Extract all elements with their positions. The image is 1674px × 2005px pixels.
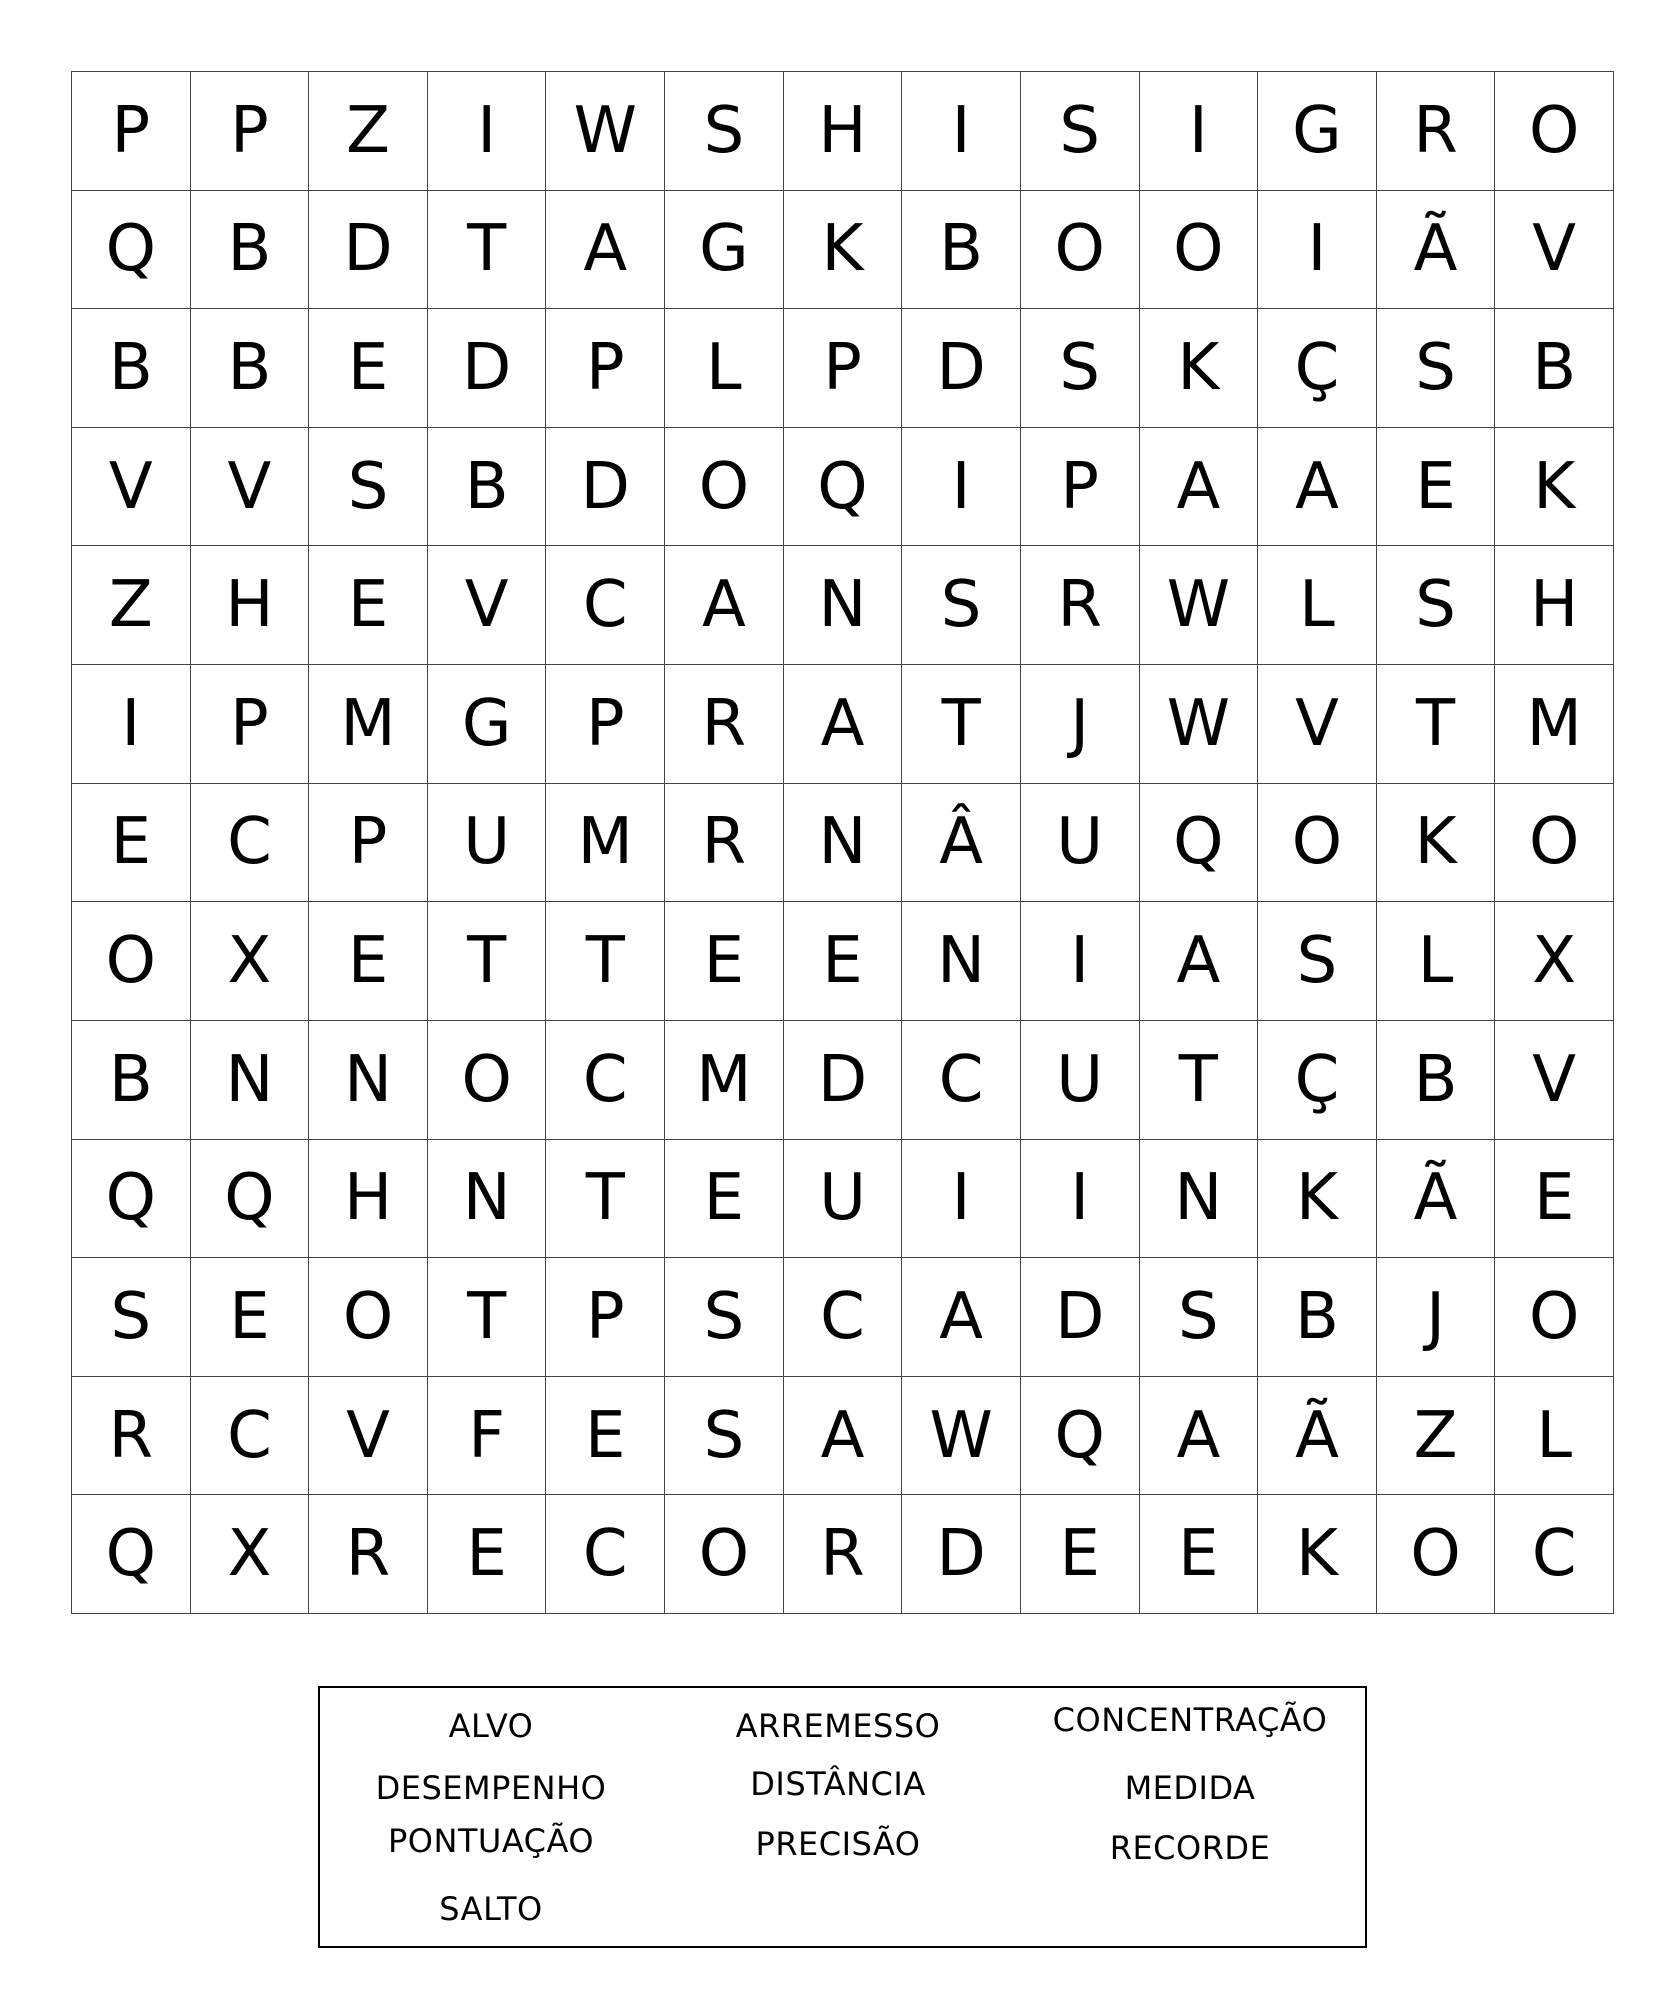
grid-cell-r2-c12: Ã	[1377, 191, 1496, 310]
grid-cell-r7-c5: M	[546, 784, 665, 903]
word-concentracao: CONCENTRAÇÃO	[1052, 1701, 1328, 1739]
grid-cell-r1-c5: W	[546, 72, 665, 191]
grid-cell-r11-c9: D	[1021, 1258, 1140, 1377]
grid-cell-r1-c8: I	[902, 72, 1021, 191]
grid-cell-r3-c4: D	[428, 309, 547, 428]
grid-cell-r4-c11: A	[1258, 428, 1377, 547]
grid-cell-r12-c13: L	[1495, 1377, 1614, 1496]
grid-cell-r11-c10: S	[1140, 1258, 1259, 1377]
word-recorde: RECORDE	[1109, 1829, 1271, 1867]
grid-cell-r10-c12: Ã	[1377, 1140, 1496, 1259]
grid-cell-r6-c5: P	[546, 665, 665, 784]
grid-cell-r3-c7: P	[784, 309, 903, 428]
grid-cell-r3-c11: Ç	[1258, 309, 1377, 428]
grid-cell-r3-c12: S	[1377, 309, 1496, 428]
grid-cell-r3-c10: K	[1140, 309, 1259, 428]
grid-cell-r2-c5: A	[546, 191, 665, 310]
grid-cell-r2-c13: V	[1495, 191, 1614, 310]
grid-cell-r9-c12: B	[1377, 1021, 1496, 1140]
grid-cell-r1-c13: O	[1495, 72, 1614, 191]
grid-cell-r1-c4: I	[428, 72, 547, 191]
grid-cell-r2-c2: B	[191, 191, 310, 310]
grid-cell-r7-c7: N	[784, 784, 903, 903]
grid-cell-r4-c3: S	[309, 428, 428, 547]
grid-cell-r8-c7: E	[784, 902, 903, 1021]
grid-cell-r1-c10: I	[1140, 72, 1259, 191]
grid-cell-r4-c5: D	[546, 428, 665, 547]
word-pontuacao: PONTUAÇÃO	[387, 1822, 595, 1860]
grid-cell-r11-c6: S	[665, 1258, 784, 1377]
grid-cell-r8-c1: O	[72, 902, 191, 1021]
grid-cell-r7-c6: R	[665, 784, 784, 903]
grid-cell-r3-c9: S	[1021, 309, 1140, 428]
grid-cell-r7-c11: O	[1258, 784, 1377, 903]
grid-cell-r1-c11: G	[1258, 72, 1377, 191]
grid-cell-r7-c2: C	[191, 784, 310, 903]
grid-cell-r12-c2: C	[191, 1377, 310, 1496]
grid-cell-r13-c10: E	[1140, 1495, 1259, 1614]
grid-cell-r8-c13: X	[1495, 902, 1614, 1021]
word-list-box	[318, 1686, 1367, 1948]
grid-cell-r10-c6: E	[665, 1140, 784, 1259]
word-alvo: ALVO	[448, 1707, 534, 1745]
grid-cell-r6-c7: A	[784, 665, 903, 784]
grid-cell-r11-c11: B	[1258, 1258, 1377, 1377]
grid-cell-r8-c9: I	[1021, 902, 1140, 1021]
grid-cell-r10-c3: H	[309, 1140, 428, 1259]
grid-cell-r3-c2: B	[191, 309, 310, 428]
grid-cell-r5-c2: H	[191, 546, 310, 665]
grid-cell-r10-c1: Q	[72, 1140, 191, 1259]
grid-cell-r11-c7: C	[784, 1258, 903, 1377]
grid-cell-r11-c2: E	[191, 1258, 310, 1377]
grid-cell-r6-c11: V	[1258, 665, 1377, 784]
grid-cell-r5-c10: W	[1140, 546, 1259, 665]
grid-cell-r6-c2: P	[191, 665, 310, 784]
word-medida: MEDIDA	[1124, 1769, 1256, 1807]
grid-cell-r7-c12: K	[1377, 784, 1496, 903]
grid-cell-r1-c7: H	[784, 72, 903, 191]
grid-cell-r11-c4: T	[428, 1258, 547, 1377]
grid-cell-r10-c13: E	[1495, 1140, 1614, 1259]
grid-cell-r13-c13: C	[1495, 1495, 1614, 1614]
grid-cell-r8-c10: A	[1140, 902, 1259, 1021]
grid-cell-r13-c5: C	[546, 1495, 665, 1614]
grid-cell-r13-c12: O	[1377, 1495, 1496, 1614]
grid-cell-r2-c4: T	[428, 191, 547, 310]
grid-cell-r10-c2: Q	[191, 1140, 310, 1259]
grid-cell-r4-c1: V	[72, 428, 191, 547]
grid-cell-r5-c6: A	[665, 546, 784, 665]
grid-cell-r7-c1: E	[72, 784, 191, 903]
grid-cell-r9-c8: C	[902, 1021, 1021, 1140]
word-distancia: DISTÂNCIA	[750, 1765, 926, 1803]
grid-cell-r7-c3: P	[309, 784, 428, 903]
grid-cell-r4-c2: V	[191, 428, 310, 547]
grid-cell-r13-c4: E	[428, 1495, 547, 1614]
grid-cell-r12-c8: W	[902, 1377, 1021, 1496]
grid-cell-r10-c7: U	[784, 1140, 903, 1259]
grid-cell-r4-c7: Q	[784, 428, 903, 547]
grid-cell-r6-c12: T	[1377, 665, 1496, 784]
grid-cell-r5-c9: R	[1021, 546, 1140, 665]
grid-cell-r9-c2: N	[191, 1021, 310, 1140]
grid-cell-r6-c3: M	[309, 665, 428, 784]
grid-cell-r5-c3: E	[309, 546, 428, 665]
word-salto: SALTO	[439, 1890, 543, 1928]
grid-cell-r7-c4: U	[428, 784, 547, 903]
grid-cell-r5-c12: S	[1377, 546, 1496, 665]
grid-cell-r6-c13: M	[1495, 665, 1614, 784]
grid-cell-r5-c8: S	[902, 546, 1021, 665]
grid-cell-r9-c10: T	[1140, 1021, 1259, 1140]
grid-cell-r4-c13: K	[1495, 428, 1614, 547]
grid-cell-r8-c12: L	[1377, 902, 1496, 1021]
grid-cell-r1-c2: P	[191, 72, 310, 191]
grid-cell-r13-c2: X	[191, 1495, 310, 1614]
grid-cell-r11-c5: P	[546, 1258, 665, 1377]
grid-cell-r3-c3: E	[309, 309, 428, 428]
grid-cell-r9-c1: B	[72, 1021, 191, 1140]
grid-cell-r8-c11: S	[1258, 902, 1377, 1021]
grid-cell-r13-c6: O	[665, 1495, 784, 1614]
grid-cell-r9-c3: N	[309, 1021, 428, 1140]
grid-cell-r9-c13: V	[1495, 1021, 1614, 1140]
grid-cell-r9-c4: O	[428, 1021, 547, 1140]
grid-cell-r5-c11: L	[1258, 546, 1377, 665]
grid-cell-r10-c11: K	[1258, 1140, 1377, 1259]
grid-cell-r11-c3: O	[309, 1258, 428, 1377]
grid-cell-r1-c6: S	[665, 72, 784, 191]
grid-cell-r13-c7: R	[784, 1495, 903, 1614]
grid-cell-r5-c4: V	[428, 546, 547, 665]
grid-cell-r13-c1: Q	[72, 1495, 191, 1614]
grid-cell-r3-c6: L	[665, 309, 784, 428]
grid-cell-r6-c8: T	[902, 665, 1021, 784]
grid-cell-r11-c8: A	[902, 1258, 1021, 1377]
grid-cell-r9-c11: Ç	[1258, 1021, 1377, 1140]
grid-cell-r10-c10: N	[1140, 1140, 1259, 1259]
grid-cell-r8-c6: E	[665, 902, 784, 1021]
grid-cell-r11-c13: O	[1495, 1258, 1614, 1377]
grid-cell-r9-c6: M	[665, 1021, 784, 1140]
grid-cell-r2-c11: I	[1258, 191, 1377, 310]
grid-cell-r9-c7: D	[784, 1021, 903, 1140]
grid-cell-r7-c13: O	[1495, 784, 1614, 903]
grid-cell-r8-c3: E	[309, 902, 428, 1021]
grid-cell-r1-c3: Z	[309, 72, 428, 191]
grid-cell-r7-c10: Q	[1140, 784, 1259, 903]
grid-cell-r8-c5: T	[546, 902, 665, 1021]
word-arremesso: ARREMESSO	[735, 1707, 941, 1745]
grid-cell-r11-c12: J	[1377, 1258, 1496, 1377]
grid-cell-r4-c12: E	[1377, 428, 1496, 547]
grid-cell-r12-c4: F	[428, 1377, 547, 1496]
grid-cell-r3-c13: B	[1495, 309, 1614, 428]
grid-cell-r13-c9: E	[1021, 1495, 1140, 1614]
grid-cell-r12-c9: Q	[1021, 1377, 1140, 1496]
grid-cell-r12-c10: A	[1140, 1377, 1259, 1496]
grid-cell-r12-c6: S	[665, 1377, 784, 1496]
grid-cell-r7-c8: Â	[902, 784, 1021, 903]
grid-cell-r13-c3: R	[309, 1495, 428, 1614]
grid-cell-r5-c1: Z	[72, 546, 191, 665]
grid-cell-r10-c9: I	[1021, 1140, 1140, 1259]
grid-cell-r9-c5: C	[546, 1021, 665, 1140]
grid-cell-r2-c8: B	[902, 191, 1021, 310]
grid-cell-r2-c7: K	[784, 191, 903, 310]
grid-cell-r1-c9: S	[1021, 72, 1140, 191]
grid-cell-r2-c6: G	[665, 191, 784, 310]
grid-cell-r3-c5: P	[546, 309, 665, 428]
grid-cell-r4-c6: O	[665, 428, 784, 547]
word-search-grid	[71, 71, 1614, 1614]
grid-cell-r4-c9: P	[1021, 428, 1140, 547]
grid-cell-r9-c9: U	[1021, 1021, 1140, 1140]
grid-cell-r1-c12: R	[1377, 72, 1496, 191]
grid-cell-r12-c1: R	[72, 1377, 191, 1496]
grid-cell-r2-c1: Q	[72, 191, 191, 310]
grid-cell-r8-c8: N	[902, 902, 1021, 1021]
grid-cell-r8-c2: X	[191, 902, 310, 1021]
grid-cell-r3-c1: B	[72, 309, 191, 428]
grid-cell-r12-c7: A	[784, 1377, 903, 1496]
grid-cell-r12-c12: Z	[1377, 1377, 1496, 1496]
grid-cell-r4-c10: A	[1140, 428, 1259, 547]
grid-cell-r5-c5: C	[546, 546, 665, 665]
grid-cell-r4-c4: B	[428, 428, 547, 547]
grid-cell-r6-c9: J	[1021, 665, 1140, 784]
grid-cell-r13-c11: K	[1258, 1495, 1377, 1614]
grid-cell-r12-c3: V	[309, 1377, 428, 1496]
grid-cell-r2-c10: O	[1140, 191, 1259, 310]
grid-cell-r11-c1: S	[72, 1258, 191, 1377]
grid-cell-r6-c6: R	[665, 665, 784, 784]
grid-cell-r5-c7: N	[784, 546, 903, 665]
grid-cell-r12-c11: Ã	[1258, 1377, 1377, 1496]
grid-cell-r13-c8: D	[902, 1495, 1021, 1614]
word-precisao: PRECISÃO	[755, 1825, 921, 1863]
grid-cell-r6-c10: W	[1140, 665, 1259, 784]
grid-cell-r2-c9: O	[1021, 191, 1140, 310]
grid-cell-r4-c8: I	[902, 428, 1021, 547]
grid-cell-r10-c5: T	[546, 1140, 665, 1259]
grid-cell-r10-c8: I	[902, 1140, 1021, 1259]
grid-cell-r1-c1: P	[72, 72, 191, 191]
grid-cell-r6-c4: G	[428, 665, 547, 784]
grid-cell-r8-c4: T	[428, 902, 547, 1021]
grid-cell-r3-c8: D	[902, 309, 1021, 428]
grid-cell-r6-c1: I	[72, 665, 191, 784]
grid-cell-r10-c4: N	[428, 1140, 547, 1259]
grid-cell-r7-c9: U	[1021, 784, 1140, 903]
grid-cell-r5-c13: H	[1495, 546, 1614, 665]
grid-cell-r12-c5: E	[546, 1377, 665, 1496]
word-desempenho: DESEMPENHO	[375, 1769, 607, 1807]
grid-cell-r2-c3: D	[309, 191, 428, 310]
